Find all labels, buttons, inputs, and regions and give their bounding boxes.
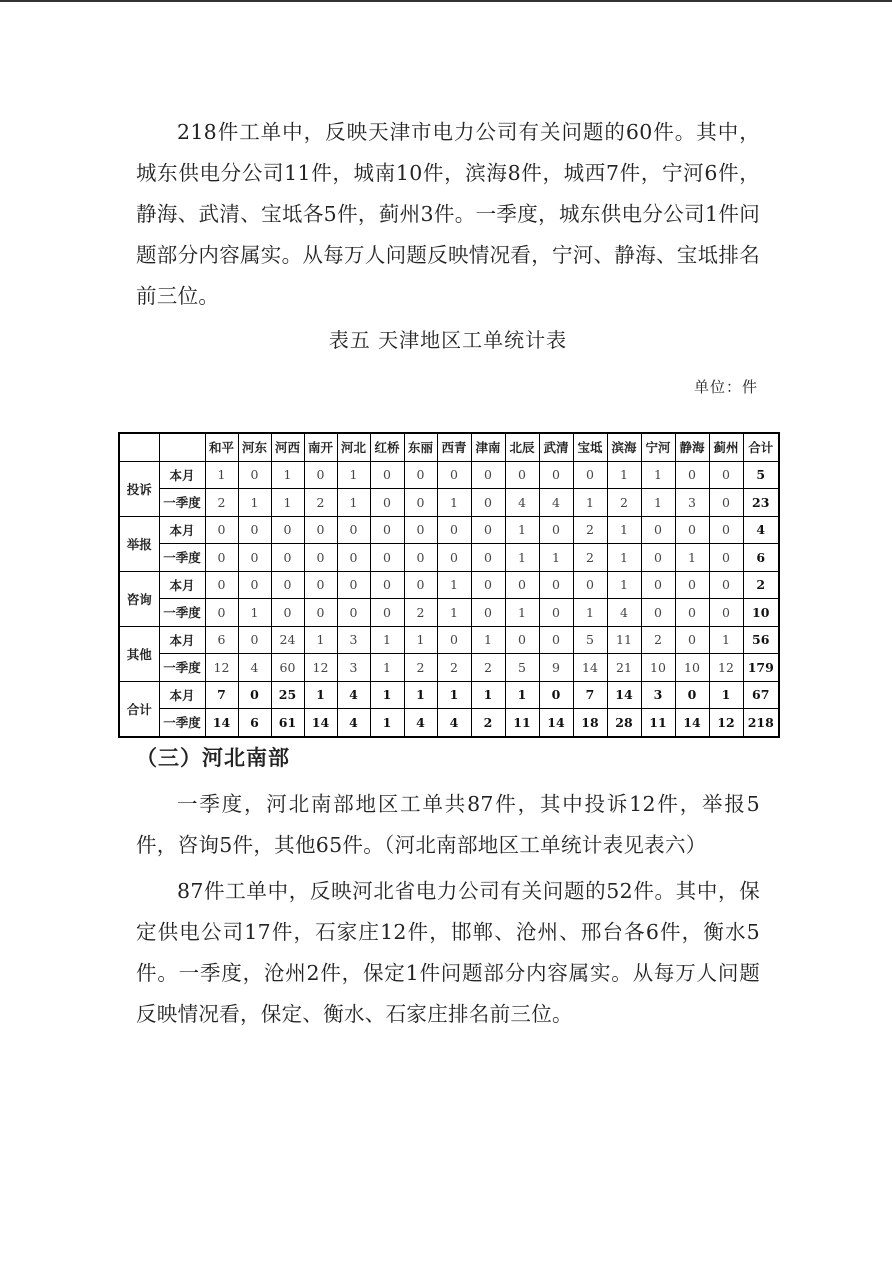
table-row xyxy=(119,489,779,517)
table-cell: 1 xyxy=(471,626,505,654)
table-cell: 0 xyxy=(505,461,539,489)
table-cell: 1 xyxy=(641,489,675,517)
table-unit-label: 单位：件 xyxy=(693,378,758,396)
column-header: 津南 xyxy=(471,433,505,461)
table-cell: 1 xyxy=(271,489,304,517)
table-cell: 2 xyxy=(304,489,337,517)
table-cell: 0 xyxy=(238,626,271,654)
table-cell: 0 xyxy=(539,681,573,709)
table-cell: 2 xyxy=(205,489,238,517)
row-category-label: 合计 xyxy=(119,681,159,737)
table-cell: 0 xyxy=(505,571,539,599)
column-header: 南开 xyxy=(304,433,337,461)
table-cell: 2 xyxy=(471,654,505,682)
table-cell: 4 xyxy=(337,681,370,709)
table-cell: 1 xyxy=(437,681,471,709)
table-row xyxy=(119,461,779,489)
table-cell: 1 xyxy=(271,461,304,489)
row-category-label: 咨询 xyxy=(119,571,159,626)
table-cell: 0 xyxy=(337,516,370,544)
table-cell: 0 xyxy=(641,571,675,599)
row-total-cell: 23 xyxy=(743,489,779,517)
table-row xyxy=(119,681,779,709)
table-cell: 1 xyxy=(437,599,471,627)
table-cell: 0 xyxy=(337,599,370,627)
table-cell: 0 xyxy=(304,516,337,544)
row-period-label: 一季度 xyxy=(159,599,205,627)
column-header: 滨海 xyxy=(607,433,641,461)
table-cell: 14 xyxy=(675,709,709,737)
table-cell: 10 xyxy=(675,654,709,682)
table-cell: 2 xyxy=(607,489,641,517)
table-cell: 0 xyxy=(370,516,404,544)
table-cell: 14 xyxy=(539,709,573,737)
table-cell: 1 xyxy=(238,489,271,517)
paragraph-hebei-details: 87件工单中，反映河北省电力公司有关问题的52件。其中，保定供电公司17件，石家庄12件，邯郸、沧州、邢台各6件，衡水5件。一季度，沧州2件，保定1件问题部分内容属实。从每万人问题反映情况看，保定、衡水、石家庄排名前三位。 xyxy=(136,879,760,1026)
table-cell: 21 xyxy=(607,654,641,682)
column-header: 河北 xyxy=(337,433,370,461)
table-cell: 1 xyxy=(607,461,641,489)
table-cell: 0 xyxy=(675,516,709,544)
table-cell: 6 xyxy=(205,626,238,654)
column-header: 蓟州 xyxy=(709,433,743,461)
header-blank-period xyxy=(159,433,205,461)
row-period-label: 一季度 xyxy=(159,654,205,682)
table-cell: 0 xyxy=(675,571,709,599)
table-cell: 0 xyxy=(370,461,404,489)
table-cell: 1 xyxy=(505,544,539,572)
row-period-label: 本月 xyxy=(159,626,205,654)
table-cell: 0 xyxy=(471,516,505,544)
table-row xyxy=(119,626,779,654)
table-cell: 4 xyxy=(238,654,271,682)
table-cell: 1 xyxy=(205,461,238,489)
table-cell: 0 xyxy=(304,571,337,599)
table-cell: 3 xyxy=(337,626,370,654)
table-cell: 1 xyxy=(304,626,337,654)
table-cell: 0 xyxy=(437,626,471,654)
table-cell: 0 xyxy=(675,626,709,654)
table-cell: 0 xyxy=(471,461,505,489)
table-cell: 0 xyxy=(304,461,337,489)
table-cell: 2 xyxy=(404,654,437,682)
header-blank-category xyxy=(119,433,159,461)
table-cell: 12 xyxy=(709,654,743,682)
table-cell: 0 xyxy=(709,461,743,489)
table-cell: 12 xyxy=(304,654,337,682)
tianjin-stats-table xyxy=(118,432,780,738)
table-cell: 0 xyxy=(641,516,675,544)
table-cell: 4 xyxy=(505,489,539,517)
table-cell: 0 xyxy=(539,571,573,599)
table-cell: 0 xyxy=(675,461,709,489)
row-period-label: 一季度 xyxy=(159,489,205,517)
table-cell: 9 xyxy=(539,654,573,682)
table-cell: 7 xyxy=(205,681,238,709)
column-header: 静海 xyxy=(675,433,709,461)
table-cell: 0 xyxy=(205,516,238,544)
table-cell: 1 xyxy=(675,544,709,572)
column-header: 武清 xyxy=(539,433,573,461)
table-cell: 0 xyxy=(437,461,471,489)
row-total-cell: 5 xyxy=(743,461,779,489)
table-cell: 0 xyxy=(205,599,238,627)
table-body xyxy=(119,461,779,737)
column-header: 河西 xyxy=(271,433,304,461)
table-cell: 1 xyxy=(370,626,404,654)
table-cell: 0 xyxy=(471,599,505,627)
table-cell: 1 xyxy=(709,681,743,709)
table-cell: 0 xyxy=(471,489,505,517)
table-cell: 0 xyxy=(471,544,505,572)
row-total-cell: 218 xyxy=(743,709,779,737)
table-cell: 2 xyxy=(404,599,437,627)
table-cell: 1 xyxy=(607,571,641,599)
row-total-cell: 10 xyxy=(743,599,779,627)
table-cell: 0 xyxy=(709,571,743,599)
table-cell: 1 xyxy=(337,461,370,489)
table-cell: 0 xyxy=(641,544,675,572)
table-cell: 0 xyxy=(238,571,271,599)
page-top-border xyxy=(0,0,892,2)
tianjin-stats-table-wrap xyxy=(118,432,774,738)
table-row xyxy=(119,709,779,737)
table-cell: 1 xyxy=(505,599,539,627)
section-heading-hebei-south: （三）河北南部 xyxy=(136,746,290,770)
table-cell: 0 xyxy=(539,599,573,627)
column-header: 河东 xyxy=(238,433,271,461)
table-cell: 0 xyxy=(471,571,505,599)
table-cell: 24 xyxy=(271,626,304,654)
table-cell: 4 xyxy=(337,709,370,737)
column-header: 和平 xyxy=(205,433,238,461)
table-cell: 4 xyxy=(437,709,471,737)
table-cell: 0 xyxy=(370,571,404,599)
table-cell: 1 xyxy=(238,599,271,627)
table-cell: 3 xyxy=(337,654,370,682)
table-cell: 1 xyxy=(539,544,573,572)
row-category-label: 投诉 xyxy=(119,461,159,516)
table-cell: 1 xyxy=(505,516,539,544)
column-header: 红桥 xyxy=(370,433,404,461)
table-cell: 0 xyxy=(370,544,404,572)
table-cell: 0 xyxy=(505,626,539,654)
table-cell: 0 xyxy=(238,544,271,572)
table-cell: 0 xyxy=(573,461,607,489)
table-cell: 0 xyxy=(271,599,304,627)
hebei-south-section xyxy=(136,740,760,1035)
table-cell: 1 xyxy=(437,489,471,517)
table-cell: 0 xyxy=(370,489,404,517)
tianjin-summary-block xyxy=(136,112,760,397)
row-period-label: 一季度 xyxy=(159,709,205,737)
table-cell: 0 xyxy=(205,544,238,572)
column-header: 合计 xyxy=(743,433,779,461)
row-period-label: 本月 xyxy=(159,516,205,544)
table-cell: 0 xyxy=(709,599,743,627)
row-period-label: 本月 xyxy=(159,681,205,709)
row-total-cell: 2 xyxy=(743,571,779,599)
row-total-cell: 4 xyxy=(743,516,779,544)
row-period-label: 本月 xyxy=(159,461,205,489)
table-cell: 5 xyxy=(573,626,607,654)
table-cell: 5 xyxy=(505,654,539,682)
table-cell: 0 xyxy=(404,489,437,517)
table-cell: 14 xyxy=(205,709,238,737)
table-cell: 1 xyxy=(573,599,607,627)
paragraph-hebei-overview: 一季度，河北南部地区工单共87件，其中投诉12件，举报5件，咨询5件，其他65件。（河北南部地区工单统计表见表六） xyxy=(136,792,760,857)
table-cell: 0 xyxy=(437,544,471,572)
table-cell: 28 xyxy=(607,709,641,737)
table-cell: 0 xyxy=(539,516,573,544)
column-header: 东丽 xyxy=(404,433,437,461)
row-period-label: 一季度 xyxy=(159,544,205,572)
table-cell: 0 xyxy=(709,516,743,544)
column-header: 宝坻 xyxy=(573,433,607,461)
row-category-label: 举报 xyxy=(119,516,159,571)
table-cell: 11 xyxy=(505,709,539,737)
column-header: 宁河 xyxy=(641,433,675,461)
table-header-row xyxy=(119,433,779,461)
table-cell: 11 xyxy=(607,626,641,654)
table-cell: 3 xyxy=(641,681,675,709)
table-cell: 0 xyxy=(404,516,437,544)
table-cell: 0 xyxy=(205,571,238,599)
table-cell: 0 xyxy=(238,516,271,544)
table-cell: 0 xyxy=(271,544,304,572)
table-cell: 1 xyxy=(370,654,404,682)
table-cell: 1 xyxy=(437,571,471,599)
table-cell: 0 xyxy=(238,681,271,709)
table-cell: 0 xyxy=(573,571,607,599)
table-cell: 6 xyxy=(238,709,271,737)
table-cell: 1 xyxy=(370,681,404,709)
table-caption: 表五 天津地区工单统计表 xyxy=(328,328,568,352)
table-cell: 0 xyxy=(370,599,404,627)
row-category-label: 其他 xyxy=(119,626,159,681)
table-cell: 0 xyxy=(337,571,370,599)
table-cell: 4 xyxy=(539,489,573,517)
table-cell: 1 xyxy=(607,544,641,572)
table-cell: 3 xyxy=(675,489,709,517)
table-cell: 60 xyxy=(271,654,304,682)
paragraph-tianjin-summary: 218件工单中，反映天津市电力公司有关问题的60件。其中，城东供电分公司11件，城南10件，滨海8件，城西7件，宁河6件，静海、武清、宝坻各5件，蓟州3件。一季度，城东供电分公司1件问题部分内容属实。从每万人问题反映情况看，宁河、静海、宝坻排名前三位。 xyxy=(136,120,760,308)
table-cell: 1 xyxy=(304,681,337,709)
table-cell: 1 xyxy=(404,681,437,709)
table-cell: 0 xyxy=(404,461,437,489)
table-cell: 0 xyxy=(539,461,573,489)
table-cell: 10 xyxy=(641,654,675,682)
table-row xyxy=(119,571,779,599)
row-total-cell: 179 xyxy=(743,654,779,682)
table-cell: 0 xyxy=(304,544,337,572)
table-cell: 11 xyxy=(641,709,675,737)
table-cell: 0 xyxy=(641,599,675,627)
table-cell: 12 xyxy=(709,709,743,737)
table-cell: 61 xyxy=(271,709,304,737)
table-cell: 2 xyxy=(471,709,505,737)
table-row xyxy=(119,544,779,572)
table-cell: 0 xyxy=(539,626,573,654)
row-total-cell: 56 xyxy=(743,626,779,654)
table-cell: 0 xyxy=(404,544,437,572)
table-cell: 14 xyxy=(573,654,607,682)
table-cell: 0 xyxy=(675,599,709,627)
table-row xyxy=(119,654,779,682)
row-period-label: 本月 xyxy=(159,571,205,599)
table-cell: 14 xyxy=(304,709,337,737)
table-cell: 0 xyxy=(675,681,709,709)
table-cell: 0 xyxy=(271,516,304,544)
table-cell: 2 xyxy=(573,544,607,572)
table-cell: 1 xyxy=(404,626,437,654)
table-cell: 1 xyxy=(471,681,505,709)
table-cell: 1 xyxy=(573,489,607,517)
table-cell: 4 xyxy=(404,709,437,737)
row-total-cell: 67 xyxy=(743,681,779,709)
row-total-cell: 6 xyxy=(743,544,779,572)
table-cell: 0 xyxy=(437,516,471,544)
column-header: 西青 xyxy=(437,433,471,461)
table-cell: 0 xyxy=(404,571,437,599)
table-cell: 1 xyxy=(641,461,675,489)
table-cell: 14 xyxy=(607,681,641,709)
table-cell: 1 xyxy=(370,709,404,737)
table-cell: 0 xyxy=(709,489,743,517)
table-row xyxy=(119,516,779,544)
table-cell: 4 xyxy=(607,599,641,627)
table-cell: 1 xyxy=(505,681,539,709)
table-cell: 2 xyxy=(437,654,471,682)
table-cell: 1 xyxy=(337,489,370,517)
table-cell: 0 xyxy=(238,461,271,489)
table-cell: 7 xyxy=(573,681,607,709)
table-cell: 0 xyxy=(709,544,743,572)
table-row xyxy=(119,599,779,627)
table-cell: 1 xyxy=(607,516,641,544)
table-cell: 25 xyxy=(271,681,304,709)
table-cell: 0 xyxy=(337,544,370,572)
table-cell: 2 xyxy=(641,626,675,654)
column-header: 北辰 xyxy=(505,433,539,461)
table-cell: 18 xyxy=(573,709,607,737)
table-cell: 0 xyxy=(271,571,304,599)
table-cell: 2 xyxy=(573,516,607,544)
table-cell: 12 xyxy=(205,654,238,682)
table-cell: 0 xyxy=(304,599,337,627)
table-cell: 1 xyxy=(709,626,743,654)
